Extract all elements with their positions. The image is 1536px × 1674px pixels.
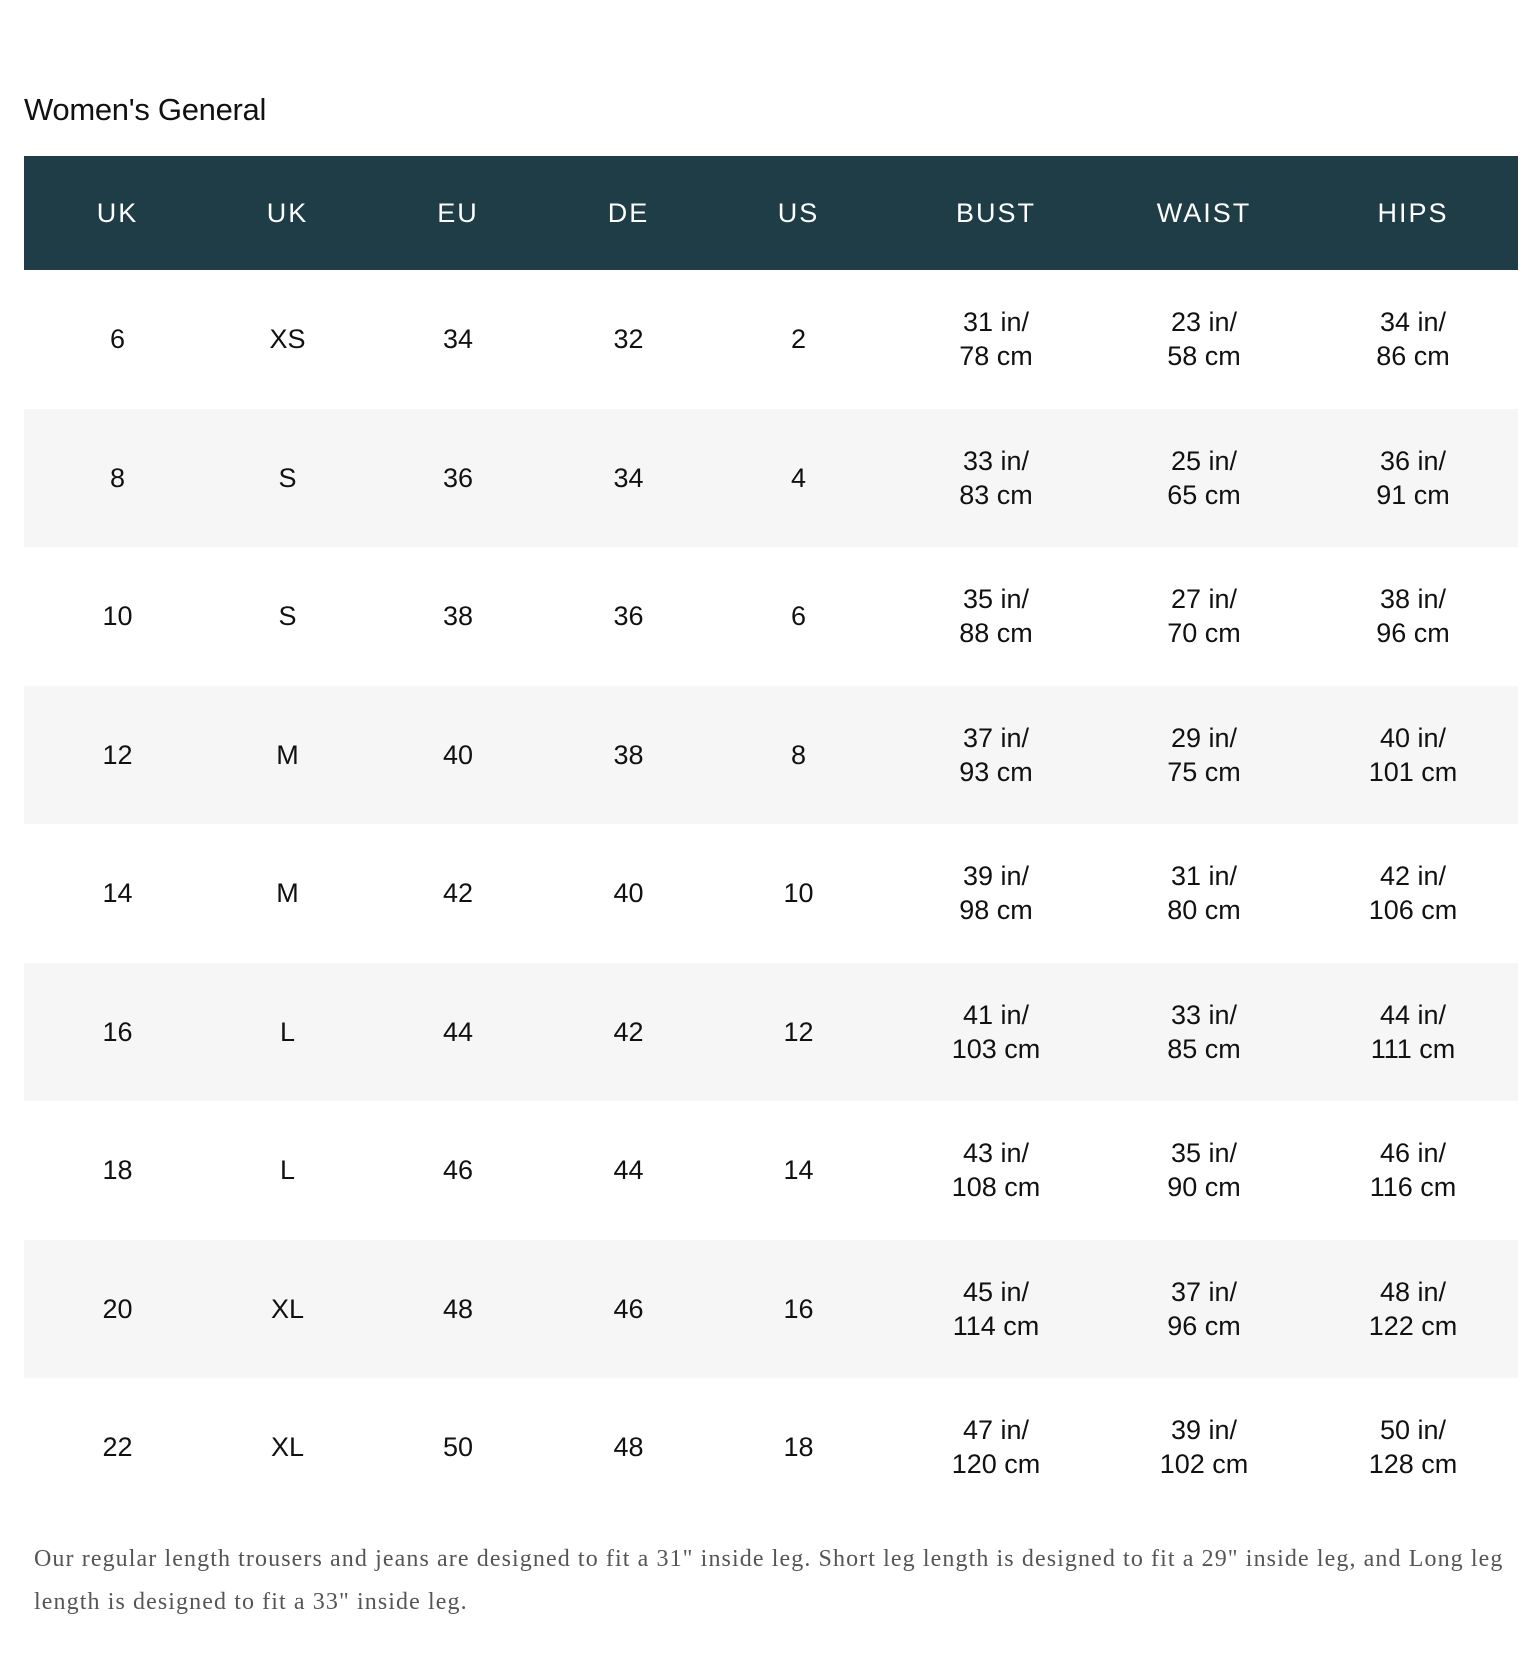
cell-bust-cm: 103 cm [951, 1033, 1041, 1064]
cell-uk-size: 18 [102, 1155, 133, 1186]
cell-us: 6 [790, 601, 807, 632]
cell-waist-cm: 90 cm [1167, 1172, 1241, 1203]
cell-bust-cm: 88 cm [959, 618, 1033, 649]
header-row [24, 156, 1518, 270]
cell-uk-size: 8 [109, 462, 126, 493]
cell-de: 34 [613, 462, 644, 493]
cell-bust [892, 1240, 1100, 1379]
cell-de: 44 [613, 1155, 644, 1186]
cell-hips [1308, 1240, 1518, 1379]
cell-eu: 42 [442, 878, 474, 909]
cell-eu: 38 [442, 601, 474, 632]
cell-waist [1100, 1101, 1308, 1240]
cell-uk-letter: L [279, 1155, 296, 1186]
cell-hips-inches: 38 in/ [1379, 584, 1447, 615]
cell-us: 14 [783, 1155, 814, 1186]
cell-hips-cm: 101 cm [1368, 756, 1458, 787]
cell-hips-inches: 40 in/ [1379, 722, 1447, 753]
cell-hips [1308, 963, 1518, 1102]
cell-eu: 44 [442, 1016, 474, 1047]
cell-eu: 50 [442, 1432, 474, 1463]
table-row [24, 1240, 1518, 1379]
cell-hips-inches: 44 in/ [1379, 999, 1447, 1030]
cell-waist-cm: 65 cm [1167, 479, 1241, 510]
cell-bust [892, 686, 1100, 825]
cell-waist-inches: 37 in/ [1170, 1276, 1238, 1307]
cell-bust-inches: 41 in/ [962, 999, 1030, 1030]
cell-bust-cm: 120 cm [951, 1449, 1041, 1480]
cell-bust [892, 409, 1100, 548]
cell-hips-cm: 128 cm [1368, 1449, 1458, 1480]
cell-hips-cm: 106 cm [1368, 895, 1458, 926]
cell-de: 46 [613, 1293, 644, 1324]
cell-uk-letter: M [276, 878, 299, 909]
cell-uk-size: 10 [102, 601, 133, 632]
cell-waist [1100, 409, 1308, 548]
cell-waist [1100, 270, 1308, 409]
cell-waist [1100, 963, 1308, 1102]
cell-bust [892, 963, 1100, 1102]
cell-bust-inches: 45 in/ [962, 1276, 1030, 1307]
cell-us: 18 [783, 1432, 814, 1463]
header-bust: BUST [955, 197, 1036, 228]
cell-bust-inches: 31 in/ [962, 307, 1030, 338]
cell-waist [1100, 547, 1308, 686]
table-row [24, 547, 1518, 686]
header-waist: WAIST [1156, 197, 1252, 228]
header-de: DE [607, 197, 650, 228]
cell-waist-cm: 70 cm [1167, 618, 1241, 649]
cell-hips-inches: 50 in/ [1379, 1415, 1447, 1446]
cell-de: 48 [613, 1432, 644, 1463]
table-row [24, 1101, 1518, 1240]
cell-eu: 36 [442, 462, 474, 493]
cell-uk-letter: S [278, 462, 297, 493]
page-title: Women's General [24, 92, 267, 127]
cell-uk-size: 14 [102, 878, 133, 909]
cell-uk-letter: M [276, 739, 299, 770]
cell-uk-size: 6 [109, 324, 126, 355]
cell-bust-inches: 43 in/ [962, 1138, 1030, 1169]
header-eu: EU [437, 197, 479, 228]
cell-bust-cm: 83 cm [959, 479, 1033, 510]
cell-hips-cm: 96 cm [1376, 618, 1450, 649]
cell-bust-inches: 35 in/ [962, 584, 1030, 615]
cell-hips-cm: 122 cm [1368, 1310, 1458, 1341]
cell-de: 38 [613, 739, 644, 770]
cell-de: 40 [613, 878, 644, 909]
cell-hips [1308, 409, 1518, 548]
cell-waist-cm: 80 cm [1167, 895, 1241, 926]
cell-waist-cm: 75 cm [1167, 756, 1241, 787]
cell-hips-cm: 111 cm [1370, 1033, 1456, 1064]
cell-bust-cm: 93 cm [959, 756, 1033, 787]
cell-hips [1308, 1101, 1518, 1240]
table-row [24, 963, 1518, 1102]
cell-waist-inches: 31 in/ [1170, 861, 1238, 892]
cell-waist-cm: 96 cm [1167, 1310, 1241, 1341]
cell-uk-letter: XS [269, 324, 306, 355]
cell-waist [1100, 1240, 1308, 1379]
cell-hips [1308, 270, 1518, 409]
cell-bust-cm: 98 cm [959, 895, 1033, 926]
header-hips: HIPS [1377, 197, 1449, 228]
cell-uk-size: 12 [102, 739, 133, 770]
cell-uk-size: 20 [102, 1293, 133, 1324]
cell-waist-inches: 35 in/ [1170, 1138, 1238, 1169]
cell-waist-inches: 39 in/ [1170, 1415, 1238, 1446]
cell-uk-letter: S [278, 601, 297, 632]
cell-uk-letter: XL [270, 1432, 305, 1463]
cell-hips-cm: 86 cm [1376, 341, 1450, 372]
cell-waist [1100, 824, 1308, 963]
cell-waist-inches: 23 in/ [1170, 307, 1238, 338]
cell-bust-inches: 39 in/ [962, 861, 1030, 892]
cell-us: 4 [790, 462, 807, 493]
cell-waist-inches: 29 in/ [1170, 722, 1238, 753]
table-row [24, 270, 1518, 409]
cell-uk-size: 22 [102, 1432, 133, 1463]
cell-bust-inches: 33 in/ [962, 445, 1030, 476]
cell-waist-cm: 102 cm [1159, 1449, 1249, 1480]
cell-us: 10 [783, 878, 814, 909]
table-row [24, 824, 1518, 963]
cell-hips [1308, 686, 1518, 825]
cell-bust [892, 1101, 1100, 1240]
cell-uk-letter: XL [270, 1293, 305, 1324]
cell-hips-inches: 34 in/ [1379, 307, 1447, 338]
table-row [24, 1378, 1518, 1517]
size-chart-table [24, 156, 1518, 1517]
header-us: US [777, 197, 820, 228]
cell-bust-inches: 47 in/ [962, 1415, 1030, 1446]
cell-hips-cm: 91 cm [1376, 479, 1450, 510]
cell-bust-cm: 78 cm [959, 341, 1033, 372]
cell-waist-inches: 33 in/ [1170, 999, 1238, 1030]
cell-hips [1308, 824, 1518, 963]
cell-hips [1308, 547, 1518, 686]
cell-waist [1100, 1378, 1308, 1517]
cell-de: 42 [613, 1016, 644, 1047]
cell-waist [1100, 686, 1308, 825]
cell-us: 8 [790, 739, 807, 770]
cell-hips [1308, 1378, 1518, 1517]
cell-bust-cm: 114 cm [952, 1310, 1040, 1341]
inside-leg-note: Our regular length trousers and jeans are designed to fit a 31" inside leg. Short leg length is designed to fit a 29" inside leg, and Long leg length is designed to fit a 33" inside leg. [34, 1546, 1504, 1615]
cell-de: 32 [613, 324, 644, 355]
cell-waist-inches: 25 in/ [1170, 445, 1238, 476]
cell-uk-letter: L [279, 1016, 296, 1047]
cell-bust [892, 270, 1100, 409]
cell-eu: 46 [442, 1155, 474, 1186]
cell-uk-size: 16 [102, 1016, 133, 1047]
cell-bust [892, 547, 1100, 686]
cell-eu: 48 [442, 1293, 474, 1324]
table-body [24, 270, 1518, 1517]
cell-us: 2 [790, 324, 807, 355]
table-row [24, 409, 1518, 548]
cell-de: 36 [613, 601, 644, 632]
cell-bust-inches: 37 in/ [962, 722, 1030, 753]
cell-hips-cm: 116 cm [1369, 1172, 1457, 1203]
table-header [24, 156, 1518, 270]
cell-waist-cm: 58 cm [1167, 341, 1241, 372]
cell-bust-cm: 108 cm [951, 1172, 1041, 1203]
cell-eu: 40 [442, 739, 474, 770]
header-uk-size: UK [96, 197, 139, 228]
cell-us: 12 [783, 1016, 814, 1047]
cell-eu: 34 [442, 324, 474, 355]
cell-bust [892, 1378, 1100, 1517]
cell-waist-inches: 27 in/ [1170, 584, 1238, 615]
cell-us: 16 [783, 1293, 814, 1324]
cell-waist-cm: 85 cm [1167, 1033, 1241, 1064]
cell-bust [892, 824, 1100, 963]
cell-hips-inches: 36 in/ [1379, 445, 1447, 476]
header-uk-letter: UK [266, 197, 309, 228]
cell-hips-inches: 48 in/ [1379, 1276, 1447, 1307]
cell-hips-inches: 42 in/ [1379, 861, 1447, 892]
table-row [24, 686, 1518, 825]
cell-hips-inches: 46 in/ [1379, 1138, 1447, 1169]
